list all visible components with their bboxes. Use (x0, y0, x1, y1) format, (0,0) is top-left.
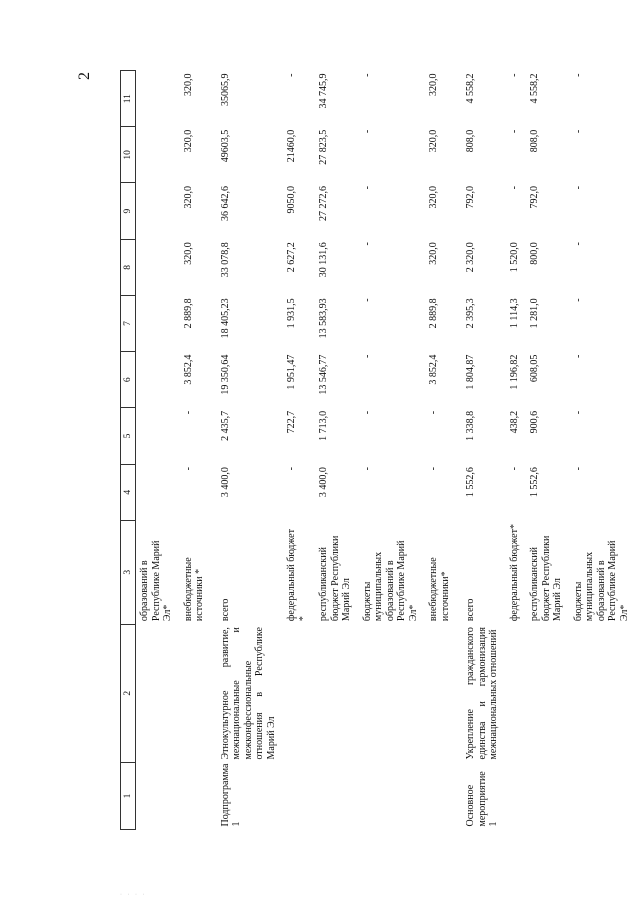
cell-value: - (572, 73, 584, 77)
cell-value: - (182, 410, 194, 415)
scan-specks: · · · · (120, 892, 147, 898)
header-col-10: 10 (121, 127, 136, 183)
cell-value: 320,0 (428, 129, 439, 153)
cell-value: 1 196,82 (508, 354, 520, 390)
cell-value: - (361, 129, 373, 134)
cell-c2 (359, 624, 426, 762)
cell-value: 900,6 (529, 410, 540, 434)
cell-c1: Основное мероприятие 1 (465, 771, 499, 827)
cell-value: 722,7 (286, 410, 297, 434)
table-row (425, 71, 457, 830)
cell-value: - (572, 410, 584, 415)
cell-c2 (506, 624, 527, 762)
cell-value: - (361, 298, 373, 302)
cell-c2 (425, 624, 457, 762)
header-col-11: 11 (121, 71, 136, 127)
header-col-7: 7 (121, 295, 136, 351)
cell-value: 320,0 (182, 242, 194, 265)
cell-value: - (572, 242, 584, 246)
cell-value (136, 464, 180, 520)
header-col-9: 9 (121, 183, 136, 239)
cell-value: 3 852,4 (182, 354, 194, 385)
cell-value: - (361, 467, 373, 471)
header-col-8: 8 (121, 239, 136, 295)
cell-value: 3 400,0 (219, 467, 231, 498)
cell-c2 (283, 624, 315, 762)
cell-c1 (359, 762, 426, 829)
cell-c1 (425, 762, 457, 829)
cell-value: - (508, 185, 520, 190)
rotated-table-container (120, 70, 630, 830)
cell-c1: Подпрограмма 1 (219, 763, 242, 827)
header-col-5: 5 (121, 408, 136, 464)
cell-value (136, 295, 180, 351)
cell-value: - (182, 467, 194, 471)
cell-value: - (361, 242, 373, 246)
cell-value: 36 642,6 (219, 185, 231, 221)
cell-c3: всего (219, 598, 231, 622)
cell-value: 320,0 (182, 185, 194, 209)
cell-value: 1 713,0 (318, 410, 329, 441)
cell-c2: Этнокультурное развитие, межнациональные и межконфессиональные отношения в Республике Марий Эл (219, 627, 277, 760)
cell-value: - (428, 467, 439, 471)
cell-value: 800,0 (529, 242, 540, 265)
cell-value (136, 183, 180, 239)
cell-value: 1 281,0 (529, 298, 540, 329)
cell-value: 27 823,5 (318, 129, 329, 165)
cell-value: - (428, 410, 439, 415)
cell-value: 2 627,2 (286, 242, 297, 273)
cell-c3: внебюджетные источники * (182, 557, 205, 622)
cell-value: - (508, 73, 520, 77)
cell-value: 3 400,0 (318, 467, 329, 498)
cell-c1 (570, 762, 637, 829)
cell-value: 608,05 (529, 354, 540, 383)
cell-value: - (508, 467, 520, 471)
cell-value: 2 320,0 (465, 242, 476, 273)
cell-value: - (286, 467, 297, 471)
table-row (506, 71, 527, 830)
cell-value: 4 558,2 (529, 73, 540, 104)
cell-c3: образований в Республике Марий Эл* (139, 540, 173, 622)
cell-value: 320,0 (182, 129, 194, 153)
cell-value: - (572, 185, 584, 190)
cell-value: 1 520,0 (508, 242, 520, 273)
table-header (121, 71, 136, 830)
table-row (315, 71, 359, 830)
cell-value: 2 435,7 (219, 410, 231, 441)
cell-value: 792,0 (465, 185, 476, 209)
cell-value: 13 583,93 (318, 298, 329, 339)
cell-c3: бюджеты муниципальных образований в Республике Марий Эл* (361, 540, 419, 622)
header-col-4: 4 (121, 464, 136, 520)
cell-value: 30 131,6 (318, 242, 329, 278)
table-row (457, 71, 506, 830)
cell-value: 808,0 (465, 129, 476, 153)
cell-c3: республиканский бюджет Республики Марий Эл (529, 535, 563, 622)
cell-value: 35065,9 (219, 73, 231, 106)
cell-value: - (572, 354, 584, 358)
cell-value: 320,0 (428, 185, 439, 209)
cell-c2 (570, 624, 637, 762)
cell-value: - (361, 354, 373, 358)
cell-c1 (315, 762, 359, 829)
cell-value: 1 114,3 (508, 298, 520, 329)
table-body (136, 71, 637, 830)
cell-value: 808,0 (529, 129, 540, 153)
cell-c1 (526, 762, 570, 829)
cell-value: - (572, 129, 584, 134)
cell-c3: федеральный бюджет * (286, 529, 309, 622)
page-number: 2 (76, 72, 93, 80)
cell-value: - (361, 73, 373, 77)
cell-c3: республиканский бюджет Республики Марий Эл (318, 535, 352, 622)
cell-value: 438,2 (508, 410, 520, 434)
cell-value: 320,0 (428, 73, 439, 96)
cell-value: 2 889,8 (428, 298, 439, 329)
cell-c3: внебюджетные источники* (428, 557, 451, 622)
cell-value: 3 852,4 (428, 354, 439, 385)
cell-value: 1 552,6 (465, 467, 476, 498)
cell-c1 (136, 762, 180, 829)
table-row (212, 71, 284, 830)
cell-value: 34 745,9 (318, 73, 329, 109)
cell-value: 4 558,2 (465, 73, 476, 104)
cell-c1 (506, 762, 527, 829)
cell-value: - (361, 410, 373, 415)
cell-c3: бюджеты муниципальных образований в Республике Марий Эл* (572, 540, 630, 622)
cell-value: 18 405,23 (219, 298, 231, 339)
cell-value: 9050,0 (286, 185, 297, 214)
cell-value: - (572, 467, 584, 471)
table-row (136, 71, 180, 830)
cell-c3: федеральный бюджет* (508, 524, 520, 622)
cell-value: 2 395,3 (465, 298, 476, 329)
cell-c2 (526, 624, 570, 762)
cell-value: 320,0 (182, 73, 194, 96)
cell-value: 13 546,77 (318, 354, 329, 395)
cell-value: - (572, 298, 584, 302)
cell-c1 (180, 762, 212, 829)
cell-value: 1 804,87 (465, 354, 476, 390)
cell-value: - (286, 73, 297, 77)
cell-value: 1 951,47 (286, 354, 297, 390)
cell-c3: всего (465, 598, 476, 622)
cell-value: - (508, 129, 520, 134)
cell-value (136, 127, 180, 183)
cell-value (136, 239, 180, 295)
cell-c2 (315, 624, 359, 762)
budget-table (120, 70, 636, 830)
cell-value: 1 552,6 (529, 467, 540, 498)
table-row (283, 71, 315, 830)
cell-value: 33 078,8 (219, 242, 231, 278)
header-col-6: 6 (121, 352, 136, 408)
cell-value: 320,0 (428, 242, 439, 265)
cell-value: 792,0 (529, 185, 540, 209)
cell-value (136, 352, 180, 408)
cell-value: 21460,0 (286, 129, 297, 163)
cell-value (136, 408, 180, 464)
cell-c2: Укрепление гражданского единства и гармонизация межнациональных отношений (465, 627, 499, 760)
table-row (180, 71, 212, 830)
cell-c2 (136, 624, 180, 762)
cell-value: 19 350,64 (219, 354, 231, 395)
table-row (526, 71, 570, 830)
cell-c1 (283, 762, 315, 829)
cell-value: 2 889,8 (182, 298, 194, 329)
header-col-3: 3 (121, 520, 136, 624)
cell-value (136, 71, 180, 127)
table-row (359, 71, 426, 830)
header-col-1: 1 (121, 762, 136, 829)
cell-value: 1 338,8 (465, 410, 476, 441)
table-row (570, 71, 637, 830)
cell-value: 49603,5 (219, 129, 231, 163)
cell-value: 27 272,6 (318, 185, 329, 221)
cell-value: 1 931,5 (286, 298, 297, 329)
header-col-2: 2 (121, 624, 136, 762)
cell-c2 (180, 624, 212, 762)
cell-value: - (361, 185, 373, 190)
